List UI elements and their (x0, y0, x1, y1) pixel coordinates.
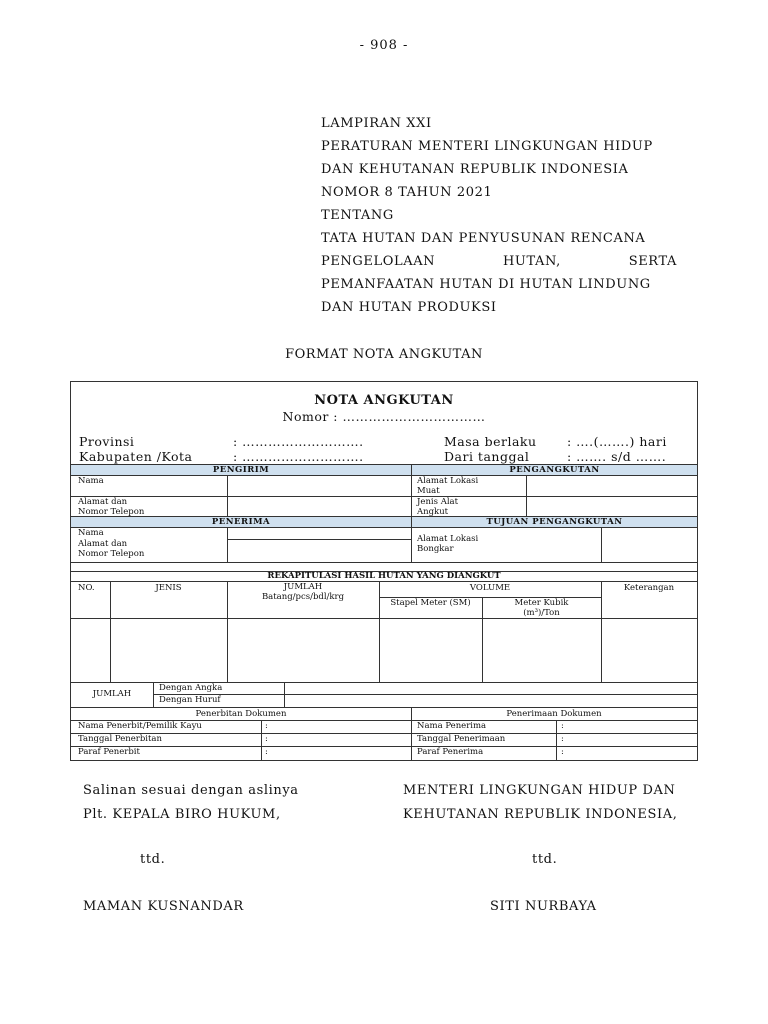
divider (601, 581, 602, 682)
kabupaten-value: : ………………………. (233, 449, 364, 464)
nama-penerima-label: Nama Penerima (417, 721, 487, 731)
paraf-penerima-label: Paraf Penerima (417, 747, 484, 757)
col-keterangan: Keterangan (623, 583, 675, 593)
lampiran-line-7-a: PENGELOLAAN (321, 254, 436, 269)
col-jumlah: JUMLAH (283, 582, 323, 592)
penerima-nama-label: Nama (78, 528, 104, 538)
lampiran-line-7 (321, 254, 677, 269)
divider (153, 694, 697, 695)
menteri-text-2: KEHUTANAN REPUBLIK INDONESIA, (403, 807, 678, 822)
divider (71, 733, 697, 734)
paraf-penerbit-label: Paraf Penerbit (78, 747, 140, 757)
col-kubik: Meter Kubik (514, 598, 569, 608)
col-no: NO. (78, 583, 95, 593)
masa-berlaku-label: Masa berlaku (444, 434, 537, 449)
colon: : (561, 747, 564, 757)
masa-berlaku-value: : ….(…….) hari (567, 434, 667, 449)
divider (110, 581, 111, 682)
divider (227, 527, 228, 562)
pengangkutan-header: PENGANGKUTAN (412, 465, 697, 475)
lampiran-line-5: TENTANG (321, 208, 394, 223)
colon: : (561, 721, 564, 731)
divider (71, 707, 697, 708)
penerima-header: PENERIMA (71, 517, 411, 527)
lokasi-bongkar-label: Alamat Lokasi (417, 534, 479, 544)
lokasi-bongkar-label-2: Bongkar (417, 544, 454, 554)
divider (411, 516, 412, 562)
divider (71, 527, 697, 528)
provinsi-label: Provinsi (79, 434, 135, 449)
colon: : (265, 747, 268, 757)
colon: : (265, 721, 268, 731)
penerimaan-header: Penerimaan Dokumen (506, 709, 602, 719)
pengirim-header: PENGIRIM (71, 465, 411, 475)
format-title: FORMAT NOTA ANGKUTAN (285, 347, 483, 362)
penerima-alamat-label: Alamat dan (78, 539, 128, 549)
pengirim-telepon-label: Nomor Telepon (78, 507, 145, 517)
colon: : (265, 734, 268, 744)
penerbitan-header: Penerbitan Dokumen (195, 709, 287, 719)
divider (411, 464, 412, 516)
lampiran-line-1: LAMPIRAN XXI (321, 116, 432, 131)
kepala-biro-text: Plt. KEPALA BIRO HUKUM, (83, 807, 281, 822)
dari-tanggal-label: Dari tanggal (444, 449, 530, 464)
jumlah-label: JUMLAH (92, 689, 132, 699)
lampiran-line-9: DAN HUTAN PRODUKSI (321, 300, 497, 315)
rekap-header: REKAPITULASI HASIL HUTAN YANG DIANGKUT (267, 571, 501, 581)
lampiran-line-6: TATA HUTAN DAN PENYUSUNAN RENCANA (321, 231, 646, 246)
right-ttd: ttd. (532, 852, 558, 867)
divider (71, 746, 697, 747)
divider (71, 496, 697, 497)
tanggal-penerimaan-label: Tanggal Penerimaan (417, 734, 506, 744)
nota-angkutan-form (70, 381, 698, 761)
pengirim-alamat-label: Alamat dan (78, 497, 128, 507)
divider (227, 539, 411, 540)
col-jumlah-unit: Batang/pcs/bdl/krg (261, 592, 345, 602)
col-kubik-unit: (m³)/Ton (523, 608, 560, 618)
salinan-text: Salinan sesuai dengan aslinya (83, 783, 299, 798)
right-signatory-name: SITI NURBAYA (490, 899, 597, 914)
tujuan-header: TUJUAN PENGANGKUTAN (412, 517, 697, 527)
divider (71, 618, 697, 619)
lokasi-muat-label: Alamat Lokasi (417, 476, 479, 486)
lampiran-line-8: PEMANFAATAN HUTAN DI HUTAN LINDUNG (321, 277, 651, 292)
dengan-huruf-label: Dengan Huruf (159, 695, 221, 705)
colon: : (561, 734, 564, 744)
jenis-alat-label-2: Angkut (417, 507, 449, 517)
lampiran-line-4: NOMOR 8 TAHUN 2021 (321, 185, 493, 200)
lampiran-line-7-c: SERTA (628, 254, 677, 269)
jenis-alat-label: Jenis Alat (417, 497, 459, 507)
penerbit-nama-label: Nama Penerbit/Pemilik Kayu (78, 721, 202, 731)
lokasi-muat-label-2: Muat (417, 486, 440, 496)
divider (261, 720, 262, 760)
divider (71, 475, 697, 476)
kabupaten-label: Kabupaten /Kota (79, 449, 193, 464)
divider (601, 527, 602, 562)
lampiran-block (321, 116, 677, 316)
lampiran-line-2: PERATURAN MENTERI LINGKUNGAN HIDUP (321, 139, 653, 154)
left-ttd: ttd. (140, 852, 166, 867)
provinsi-value: : ………………………. (233, 434, 364, 449)
penerima-telepon-label: Nomor Telepon (78, 549, 145, 559)
col-jenis: JENIS (155, 583, 182, 593)
form-title: NOTA ANGKUTAN (314, 393, 454, 408)
divider (71, 581, 697, 582)
lampiran-line-3: DAN KEHUTANAN REPUBLIK INDONESIA (321, 162, 629, 177)
tanggal-penerbitan-label: Tanggal Penerbitan (78, 734, 162, 744)
menteri-text-1: MENTERI LINGKUNGAN HIDUP DAN (403, 783, 676, 798)
left-signatory-name: MAMAN KUSNANDAR (83, 899, 244, 914)
page-number: - 908 - (359, 38, 409, 53)
col-volume: VOLUME (469, 583, 511, 593)
form-nomor: Nomor : …………………………… (282, 409, 486, 424)
dengan-angka-label: Dengan Angka (159, 683, 223, 693)
lampiran-line-7-b: HUTAN, (502, 254, 561, 269)
divider (71, 562, 697, 563)
dari-tanggal-value: : ……. s/d ……. (567, 449, 667, 464)
col-stapel: Stapel Meter (SM) (390, 598, 471, 608)
pengirim-nama-label: Nama (78, 476, 104, 486)
divider (556, 720, 557, 760)
